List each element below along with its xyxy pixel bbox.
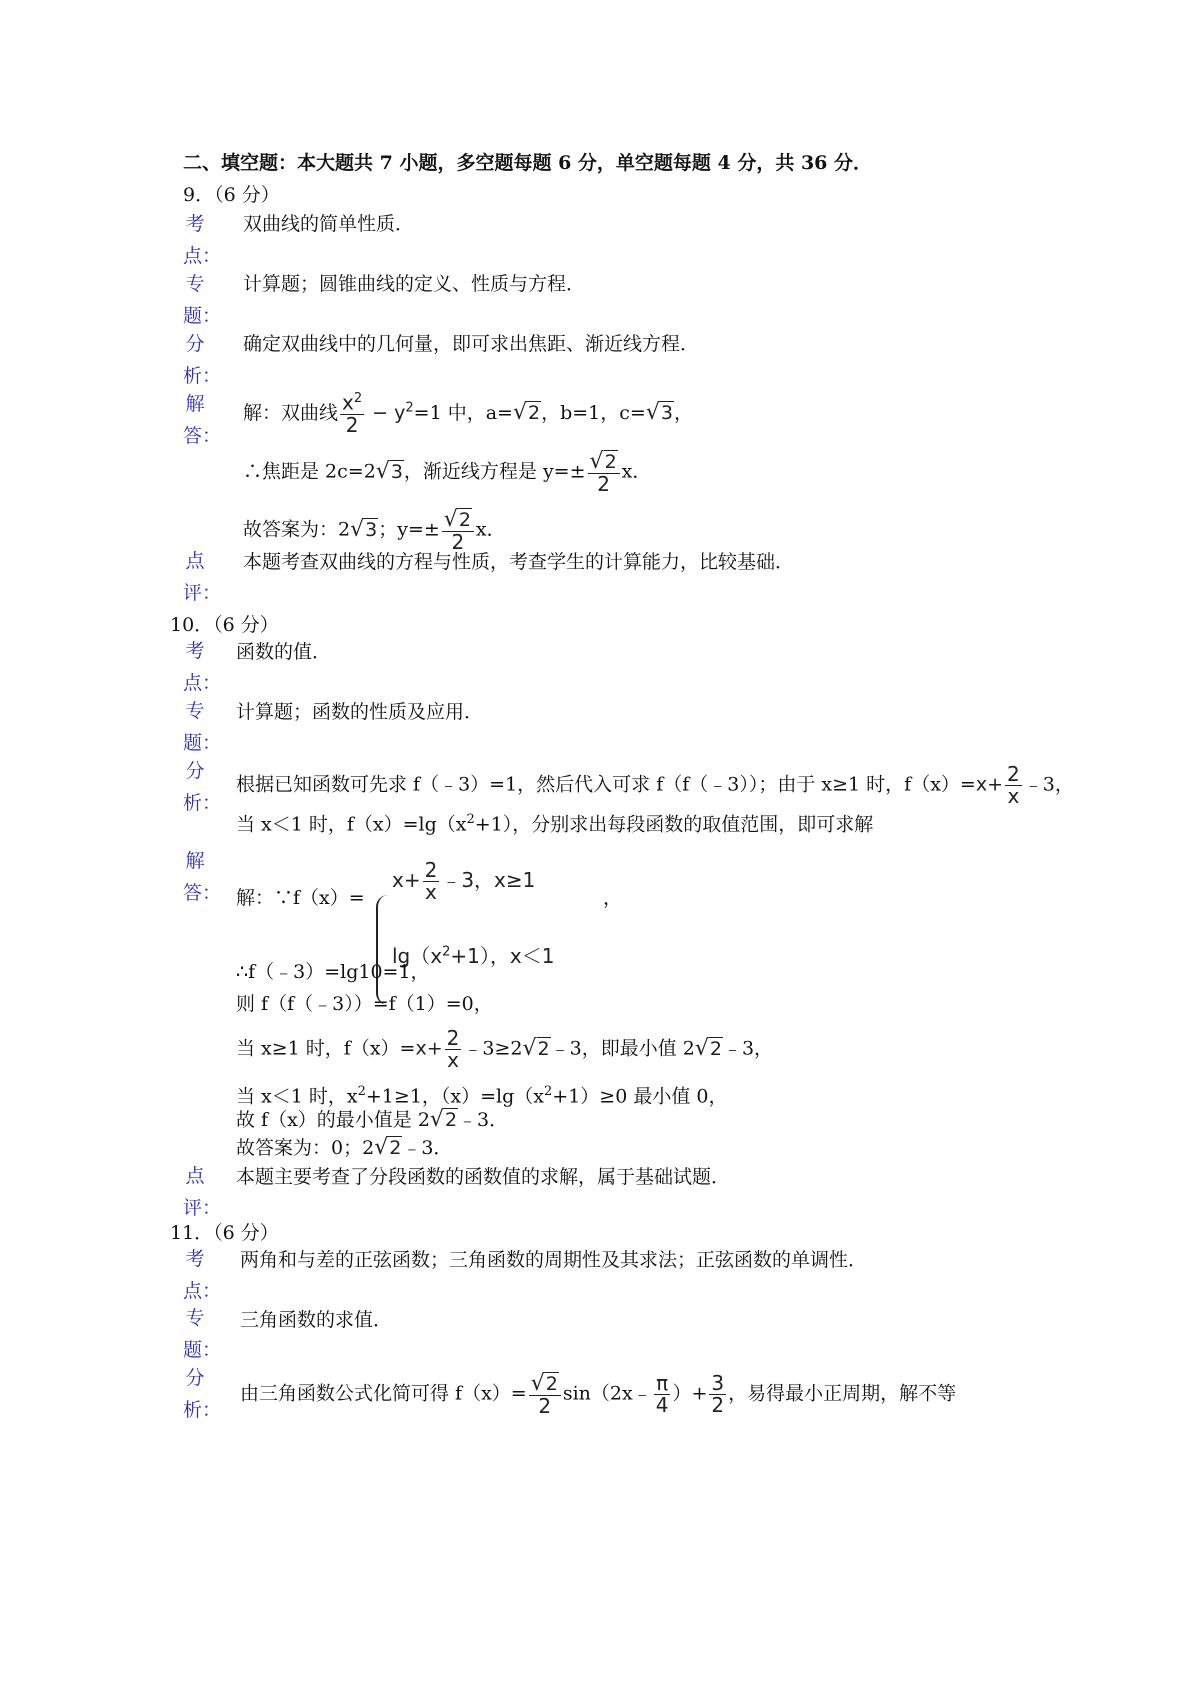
q9-kaodian: 双曲线的简单性质． xyxy=(243,213,415,235)
label-dian: 点： xyxy=(183,672,222,694)
fraction-x2-over-2: $\frac{x^2}{2}$ xyxy=(342,390,363,437)
label-fen: 分 xyxy=(185,333,205,355)
label-jie: 解 xyxy=(185,850,205,872)
label-jie: 解 xyxy=(185,393,205,415)
label-fen: 分 xyxy=(185,1367,205,1389)
q9-dianping: 本题考查双曲线的方程与性质，考查学生的计算能力，比较基础． xyxy=(243,551,795,573)
piecewise-case-2: $\lg(x^2+1)$，x＜1 xyxy=(392,944,555,968)
q10-kaodian: 函数的值． xyxy=(236,641,332,663)
fraction-sqrt2-over-2: $\frac{√2}{2}$ xyxy=(588,450,620,495)
label-kao: 考 xyxy=(185,640,205,662)
label-da: 答： xyxy=(183,425,222,447)
section-header: 二、填空题：本大题共 7 小题，多空题每题 6 分，单空题每题 4 分，共 36 分． xyxy=(183,152,873,174)
piecewise-comma: ， xyxy=(603,887,623,909)
q10-fenxi-line-2: 当 x＜1 时，$f(x)=\lg(x^2+1)$，分别求出每段函数的取值范围，即可求解 xyxy=(236,812,874,836)
label-ti: 题： xyxy=(183,732,222,754)
q10-zhuanti: 计算题；函数的性质及应用． xyxy=(236,701,484,723)
label-ping: 评： xyxy=(183,1197,222,1219)
question-11-number: 11．（6 分） xyxy=(170,1222,279,1244)
q10-dianping: 本题主要考查了分段函数的函数值的求解，属于基础试题． xyxy=(236,1166,731,1188)
q11-kaodian: 两角和与差的正弦函数；三角函数的周期性及其求法；正弦函数的单调性． xyxy=(240,1249,868,1271)
question-10-number: 10．（6 分） xyxy=(170,614,279,636)
piecewise-brace xyxy=(376,895,390,1005)
label-fen: 分 xyxy=(185,760,205,782)
q10-line-c: 当 x≥1 时，f（x）=x+ $\frac{2}{x}$ ﹣3≥2√2﹣3，即最小值 2√2﹣3， xyxy=(236,1026,774,1072)
label-ping: 评： xyxy=(183,582,222,604)
sqrt-3: √3 xyxy=(645,399,673,425)
q10-line-d: 当 x＜1 时，$x^2+1\ge 1$，$(x)=\lg(x^2+1)\ge 0$ 最小值 0， xyxy=(236,1084,728,1108)
label-dian-ping: 点 xyxy=(185,550,205,572)
piecewise-case-1: x+ $\frac{2}{x}$ ﹣3，x≥1 xyxy=(392,858,536,904)
q10-answer-line: 故答案为：0；2√2﹣3． xyxy=(236,1135,453,1160)
q9-solution-line-2: ∴焦距是 2c=2√3，渐近线方程是 y=± $\frac{√2}{2}$ x． xyxy=(243,449,652,497)
q10-solution-intro: 解：∵f（x）= xyxy=(236,887,365,909)
q10-line-a: ∴f（﹣3）=lg10=1， xyxy=(236,961,430,983)
label-ti: 题： xyxy=(183,1339,222,1361)
label-zhuan: 专 xyxy=(185,1307,205,1329)
label-zhuan: 专 xyxy=(185,273,205,295)
label-dian: 点： xyxy=(183,245,222,267)
label-xi: 析： xyxy=(183,1399,222,1421)
sqrt-2: √2 xyxy=(512,399,541,425)
q9-answer-line: 故答案为：2√3；y=± $\frac{√2}{2}$ x． xyxy=(243,507,506,555)
label-xi: 析： xyxy=(183,365,222,387)
q9-fenxi: 确定双曲线中的几何量，即可求出焦距、渐近线方程． xyxy=(243,333,700,355)
q9-solution-line-1: 解：双曲线 $\frac{x^2}{2}$ − $y^2=1$ 中，a=√2，b=1，c=√3， xyxy=(243,390,693,437)
q11-fenxi-line: 由三角函数公式化简可得 f（x）= $\frac{√2}{2}$ sin（2x﹣ $\frac{\pi}{4}$ ）+ $\frac{3}{2}$ ，易得最小正周期，解不等 xyxy=(240,1371,957,1419)
q10-line-e: 故 f（x）的最小值是 2√2﹣3． xyxy=(236,1107,509,1132)
q11-zhuanti: 三角函数的求值． xyxy=(240,1309,393,1331)
q10-fenxi-line-1: 根据已知函数可先求 f（﹣3）=1，然后代入可求 f（f（﹣3））；由于 x≥1 时，f（x）=x+ $\frac{2}{x}$ ﹣3， xyxy=(236,762,1074,808)
question-9-number: 9．（6 分） xyxy=(183,184,280,206)
q9-zhuanti: 计算题；圆锥曲线的定义、性质与方程． xyxy=(243,273,586,295)
label-xi: 析： xyxy=(183,792,222,814)
label-kao: 考 xyxy=(185,1248,205,1270)
label-zhuan: 专 xyxy=(185,700,205,722)
label-dian: 点： xyxy=(183,1280,222,1302)
label-ti: 题： xyxy=(183,305,222,327)
label-da: 答： xyxy=(183,882,222,904)
label-dian-ping: 点 xyxy=(185,1165,205,1187)
q10-line-b: 则 f（f（﹣3））=f（1）=0， xyxy=(236,993,493,1015)
label-kao: 考 xyxy=(185,213,205,235)
